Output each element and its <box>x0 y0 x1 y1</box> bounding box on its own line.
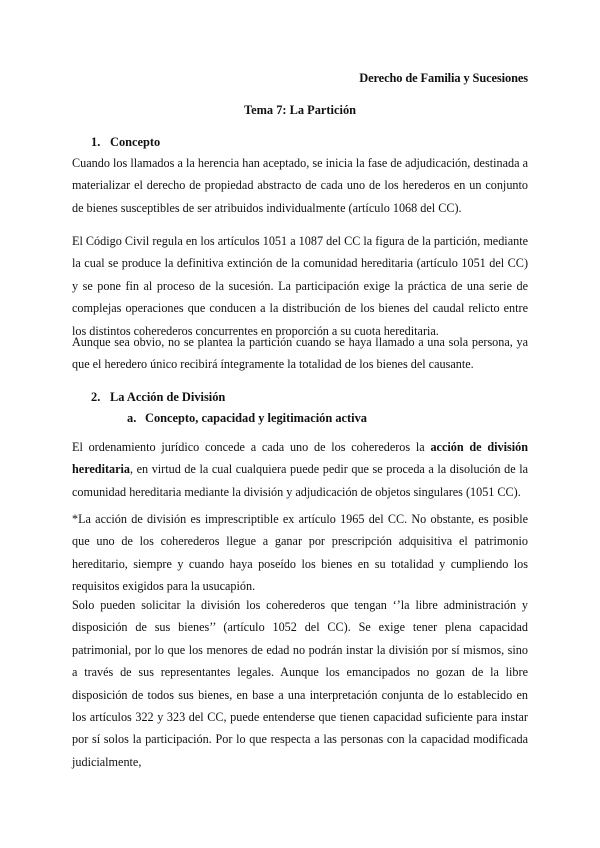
paragraph-heredero-unico: Aunque sea obvio, no se plantea la partición cuando se haya llamado a una sola persona, ya que el heredero único recibirá íntegramente la totalidad de los bienes del causante. <box>72 335 528 372</box>
paragraph-accion-division <box>72 436 528 503</box>
paragraph-capacidad: Solo pueden solicitar la división los coherederos que tengan ‘’la libre administración y disposición de sus bienes’’ (artículo 1052 del CC). Se exige tener plena capacidad patrimonial, por lo que los menores de edad no podrán instar la división por sí mismos, sino a través de sus representantes legales. Aunque los emancipados no gozan de la libre disposición de todos sus bienes, en base a una interpretación conjunta de lo establecido en los artículos 322 y 323 del CC, puede entenderse que tienen capacidad suficiente para instar por sí solos la participación. Por lo que respecta a las personas con la capacidad modificada judicialmente, <box>72 598 528 769</box>
section-1-heading <box>91 131 160 153</box>
paragraph-accion-division-rest: , en virtud de la cual cualquiera puede pedir que se proceda a la disolución de la comunidad hereditaria mediante la división y adjudicación de objetos singulares (1051 CC). <box>72 462 528 499</box>
document-title: Tema 7: La Partición <box>243 103 357 117</box>
section-2-number: 2. <box>91 390 101 404</box>
section-1-number: 1. <box>91 135 101 149</box>
paragraph-concepto: Cuando los llamados a la herencia han aceptado, se inicia la fase de adjudicación, destinada a materializar el derecho de propiedad abstracto de cada uno de los herederos en un conjunto de bienes susceptibles de ser atribuidos individualmente (artículo 1068 del CC). <box>72 156 528 215</box>
section-2-title: La Acción de División <box>110 390 226 404</box>
paragraph-imprescriptible: *La acción de división es imprescriptible ex artículo 1965 del CC. No obstante, es posible que uno de los coherederos llegue a ganar por prescripción adquisitiva el patrimonio hereditario, siempre y cuando haya poseído los bienes en su totalidad y cumpliendo los requisitos exigidos para la usucapión. <box>72 512 528 594</box>
section-1-title: Concepto <box>110 135 161 149</box>
document-header-subject: Derecho de Familia y Sucesiones <box>359 71 528 85</box>
paragraph-codigo-civil: El Código Civil regula en los artículos 1051 a 1087 del CC la figura de la partición, mediante la cual se produce la definitiva extinción de la comunidad hereditaria (artículo 1051 del CC) y se pone fin al proceso de la sucesión. La participación exige la práctica de una serie de complejas operaciones que conducen a la distribución de los bienes del caudal relicto entre los distintos coherederos concurrentes en proporción a su cuota hereditaria. <box>72 234 528 338</box>
subsection-2a-heading <box>127 407 367 429</box>
paragraph-accion-division-lead: El ordenamiento jurídico concede a cada uno de los coherederos la <box>72 440 431 454</box>
subsection-2a-title: Concepto, capacidad y legitimación activa <box>145 411 367 425</box>
section-2-heading <box>91 386 225 408</box>
subsection-2a-number: a. <box>127 411 137 425</box>
accion-division-bold-term: acción de división hereditaria <box>72 440 528 477</box>
